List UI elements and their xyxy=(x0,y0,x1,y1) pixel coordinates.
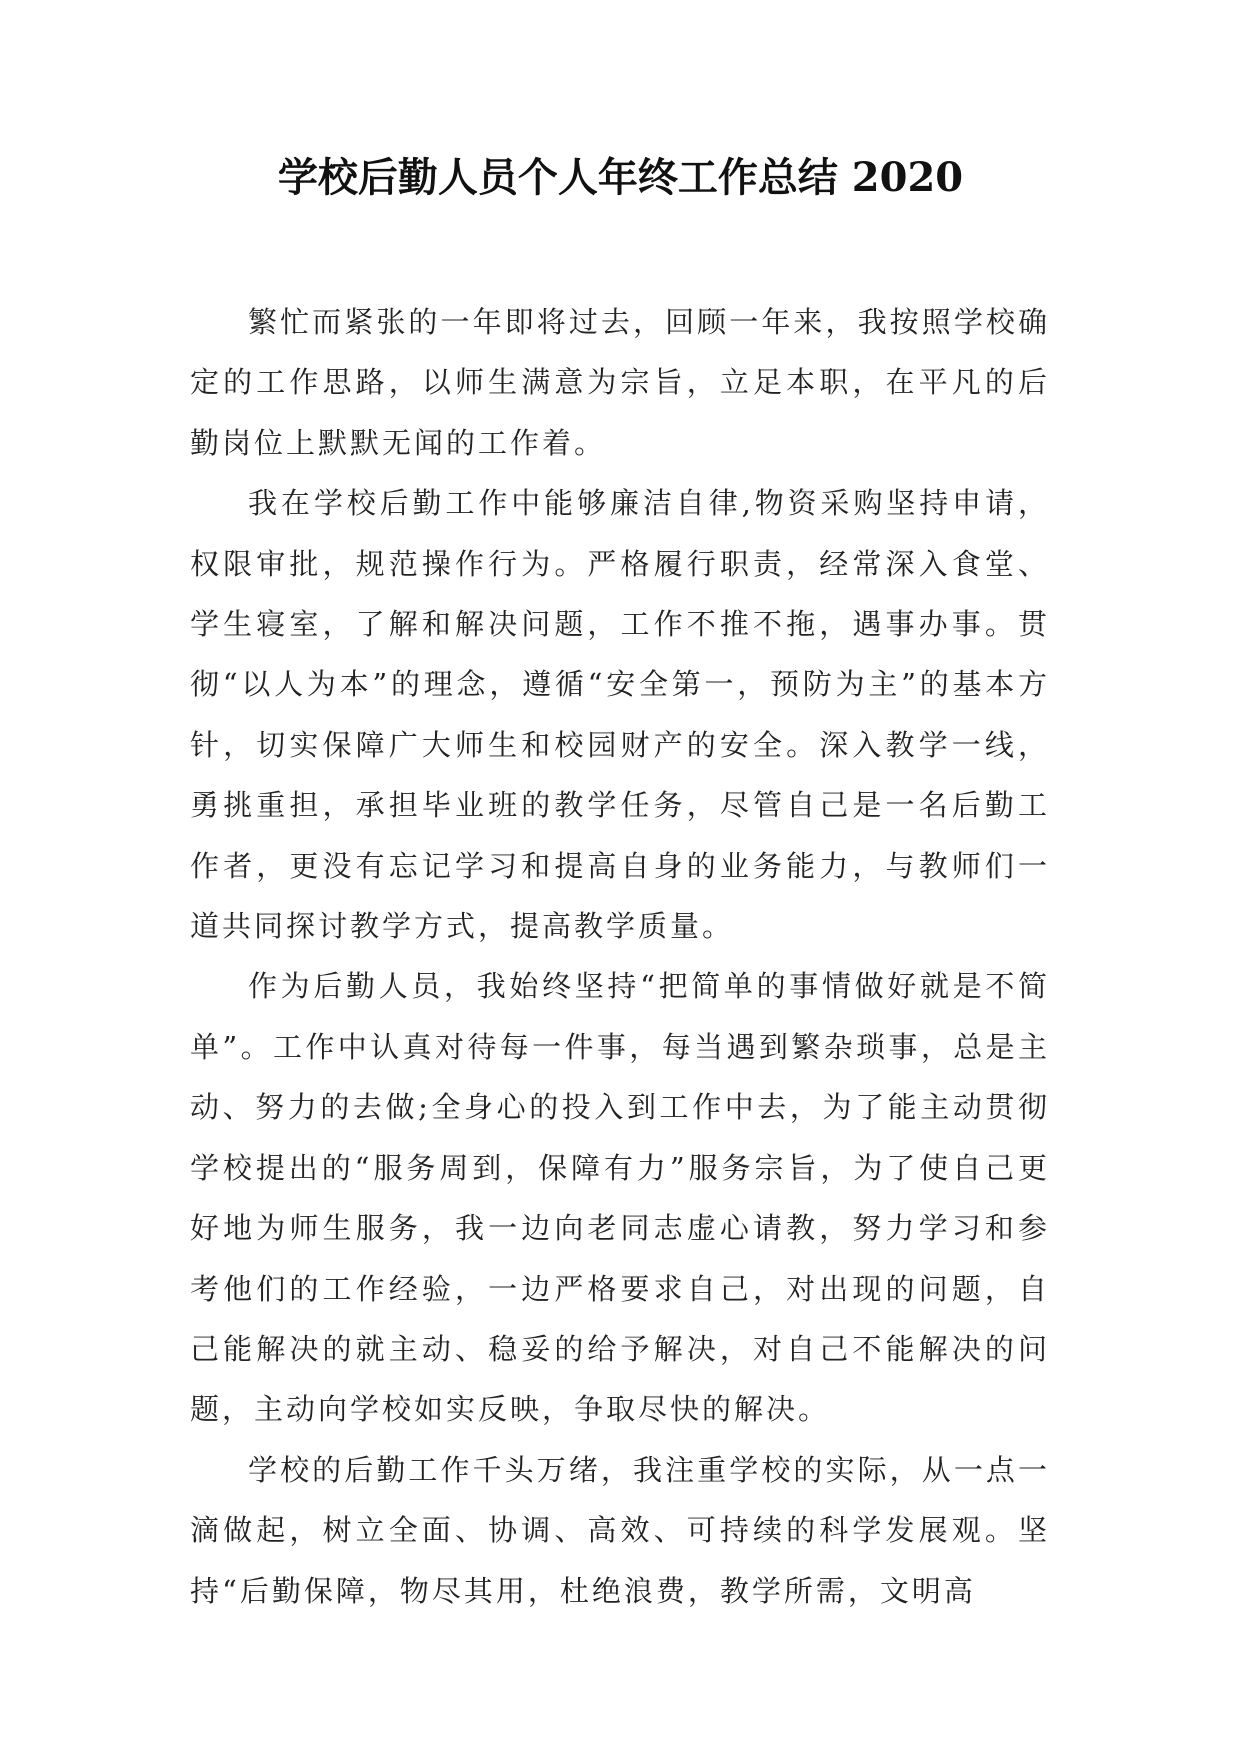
paragraph-2: 我在学校后勤工作中能够廉洁自律,物资采购坚持申请，权限审批，规范操作行为。严格履行职责，经常深入食堂、学生寝室，了解和解决问题，工作不推不拖，遇事办事。贯彻“以人为本”的理念，遵循“安全第一，预防为主”的基本方针，切实保障广大师生和校园财产的安全。深入教学一线，勇挑重担，承担毕业班的教学任务，尽管自己是一名后勤工作者，更没有忘记学习和提高自身的业务能力，与教师们一道共同探讨教学方式，提高教学质量。 xyxy=(190,486,1050,944)
paragraph-1: 繁忙而紧张的一年即将过去，回顾一年来，我按照学校确定的工作思路，以师生满意为宗旨，立足本职，在平凡的后勤岗位上默默无闻的工作着。 xyxy=(190,305,1050,460)
paragraph-3: 作为后勤人员，我始终坚持“把简单的事情做好就是不简单”。工作中认真对待每一件事，每当遇到繁杂琐事，总是主动、努力的去做;全身心的投入到工作中去，为了能主动贯彻学校提出的“服务周到，保障有力”服务宗旨，为了使自己更好地为师生服务，我一边向老同志虚心请教，努力学习和参考他们的工作经验，一边严格要求自己，对出现的问题，自己能解决的就主动、稳妥的给予解决，对自己不能解决的问题，主动向学校如实反映，争取尽快的解决。 xyxy=(190,969,1050,1427)
document-title: 学校后勤人员个人年终工作总结 2020 xyxy=(277,154,964,201)
document-body xyxy=(190,292,1050,1621)
paragraph-4: 学校的后勤工作千头万绪，我注重学校的实际，从一点一滴做起，树立全面、协调、高效、可持续的科学发展观。坚持“后勤保障，物尽其用，杜绝浪费，教学所需，文明高 xyxy=(190,1452,1050,1608)
